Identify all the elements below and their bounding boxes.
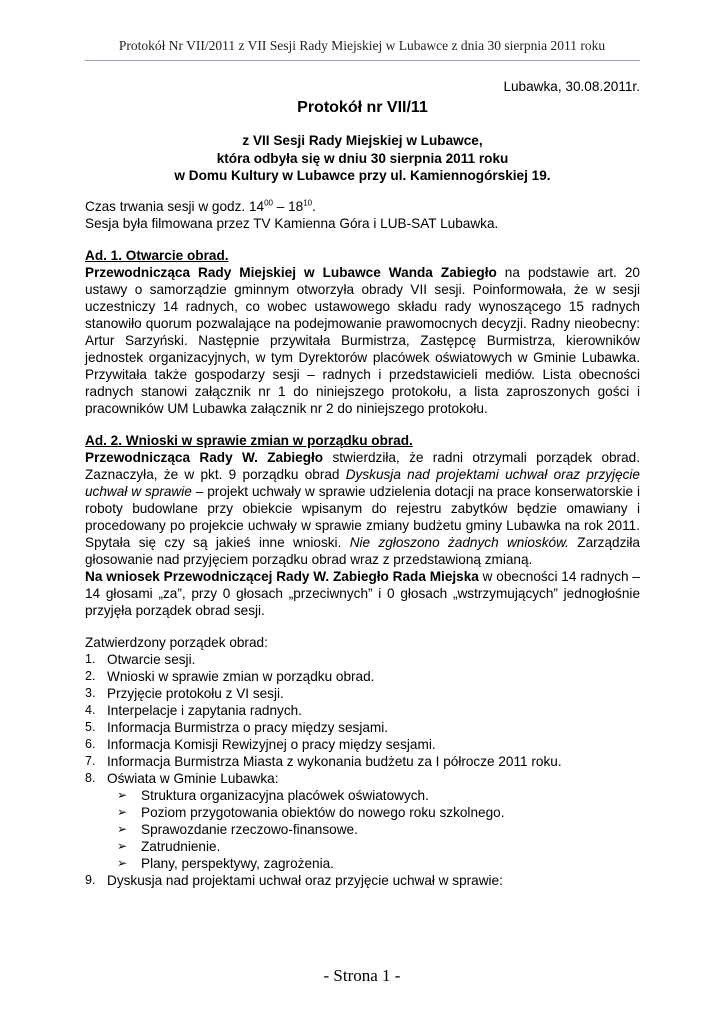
item-number: 5.: [85, 719, 96, 734]
list-item: [85, 685, 640, 702]
item-text: Oświata w Gminie Lubawka:: [107, 770, 279, 786]
section-title: Ad. 1. Otwarcie obrad.: [85, 247, 229, 263]
item-number: 8.: [85, 770, 96, 785]
list-item: [85, 872, 640, 889]
item-text: Wnioski w sprawie zmian w porządku obrad.: [107, 668, 375, 684]
list-item: [85, 770, 640, 872]
item-text: Przyjęcie protokołu z VI sesji.: [107, 685, 284, 701]
item-number: 6.: [85, 736, 96, 751]
duration-suffix: .: [312, 198, 316, 214]
end-hour: 18: [288, 198, 304, 214]
paragraph-text: w obecności 14 radnych – 14 głosami „za”, przy 0 głosach „przeciwnych” i 0 głosach „wstrzymujących” jednogłośnie przyjęła porządek obrad sesji.: [85, 568, 640, 618]
subitem-text: Struktura organizacyjna placówek oświatowych.: [141, 787, 429, 803]
agenda-intro: Zatwierdzony porządek obrad:: [85, 634, 268, 650]
end-minute: 10: [303, 197, 313, 207]
agenda-list: [85, 651, 640, 889]
chair-name: Przewodnicząca Rady W. Zabiegło: [85, 449, 324, 465]
header-divider: [85, 60, 640, 61]
list-item: [85, 719, 640, 736]
item-number: 4.: [85, 702, 96, 717]
sublist-item: [107, 821, 640, 838]
sublist-item: [107, 838, 640, 855]
subitem-text: Sprawozdanie rzeczowo-finansowe.: [141, 821, 358, 837]
sublist-item: [107, 787, 640, 804]
item-text: Interpelacje i zapytania radnych.: [107, 702, 302, 718]
arrow-bullet-icon: ➢: [117, 821, 128, 836]
resolution-paragraph: [85, 568, 640, 619]
duration-prefix: Czas trwania sesji w godz.: [85, 198, 249, 214]
item-number: 1.: [85, 651, 96, 666]
paragraph-text: Zarządziła głosowanie nad przyjęciem porządku obrad wraz z przedstawioną zmianą.: [85, 534, 640, 567]
item-text: Informacja Komisji Rewizyjnej o pracy między sesjami.: [107, 736, 436, 752]
paragraph-text: stwierdziła, że radni otrzymali porządek obrad. Zaznaczyła, że w pkt. 9 porządku obrad: [85, 449, 640, 482]
subitem-text: Poziom przygotowania obiektów do nowego roku szkolnego.: [141, 804, 505, 820]
subtitle-line: w Domu Kultury w Lubawce przy ul. Kamiennogórskiej 19.: [174, 168, 551, 183]
paragraph-text: na podstawie art. 20 ustawy o samorządzie gminnym otworzyła obrady VII sesji. Poinformowała, że w sesji uczestniczy 14 radnych, co wobec ustawowego składu rady wynoszącego 15 radnych stanowiło quorum pozwalające na podejmowanie prawomocnych decyzji. Radny nieobecny: Artur Sarzyński. Następnie przywitała Burmistrza, Zastępcę Burmistrza, kierowników jednostek organizacyjnych, w tym Dyrektorów placówek oświatowych w Gminie Lubawka. Przywitała także gospodarzy sesji – radnych i przedstawicieli mediów. Lista obecności radnych stanowi załącznik nr 1 do niniejszego protokołu, a lista zaproszonych gości i pracowników UM Lubawka załącznik nr 2 do niniejszego protokołu.: [85, 264, 640, 416]
section-ad1: [85, 247, 640, 417]
sublist-item: [107, 855, 640, 872]
item-number: 9.: [85, 872, 96, 887]
session-filmed-note: Sesja była filmowana przez TV Kamienna Góra i LUB-SAT Lubawka.: [85, 215, 499, 231]
item-number: 3.: [85, 685, 96, 700]
arrow-bullet-icon: ➢: [117, 838, 128, 853]
item-text: Informacja Burmistrza o pracy między sesjami.: [107, 719, 389, 735]
list-item: [85, 651, 640, 668]
arrow-bullet-icon: ➢: [117, 855, 128, 870]
document-title: Protokół nr VII/11: [297, 99, 428, 116]
item-text: Dyskusja nad projektami uchwał oraz przyjęcie uchwał w sprawie:: [107, 872, 503, 888]
list-item: [85, 702, 640, 719]
italic-text: Dyskusja nad projektami uchwał oraz przyjęcie uchwał w sprawie: [85, 466, 640, 499]
session-meta: [85, 198, 640, 232]
list-item: [85, 668, 640, 685]
page-number: - Strona 1 -: [323, 966, 401, 985]
agenda-sublist: [107, 787, 640, 872]
subitem-text: Plany, perspektywy, zagrożenia.: [141, 855, 334, 871]
place-date: Lubawka, 30.08.2011r.: [503, 79, 640, 94]
document-subtitle: [85, 132, 640, 185]
item-number: 7.: [85, 753, 96, 768]
subtitle-line: z VII Sesji Rady Miejskiej w Lubawce,: [242, 133, 483, 148]
subitem-text: Zatrudnienie.: [141, 838, 221, 854]
start-hour: 14: [248, 198, 265, 214]
item-text: Otwarcie sesji.: [107, 651, 196, 667]
item-text: Informacja Burmistrza Miasta z wykonania budżetu za I półrocze 2011 roku.: [107, 753, 562, 769]
item-number: 2.: [85, 668, 96, 683]
section-ad2: [85, 432, 640, 619]
arrow-bullet-icon: ➢: [117, 787, 128, 802]
italic-text: Nie zgłoszono żadnych wniosków.: [349, 534, 569, 550]
arrow-bullet-icon: ➢: [117, 804, 128, 819]
document-body: [85, 72, 640, 889]
chair-name: Przewodnicząca Rady Miejskiej w Lubawce Wanda Zabiegło: [85, 264, 497, 280]
section-paragraph: [85, 449, 640, 568]
sublist-item: [107, 804, 640, 821]
duration-separator: –: [272, 198, 289, 214]
section-paragraph: [85, 264, 640, 417]
paragraph-text: – projekt uchwały w sprawie udzielenia dotacji na prace konserwatorskie i roboty budowlane przy obiekcie wpisanym do rejestru zabytków będzie omawiany i procedowany po projekcie uchwały w sprawie zmiany budżetu gminy Lubawka na rok 2011. Spytała się czy są jakieś inne wnioski.: [85, 483, 640, 550]
list-item: [85, 753, 640, 770]
list-item: [85, 736, 640, 753]
session-duration: [85, 198, 640, 215]
agenda: [85, 634, 640, 889]
section-title: Ad. 2. Wnioski w sprawie zmian w porządku obrad.: [85, 432, 413, 448]
resolution-lead: Na wniosek Przewodniczącej Rady W. Zabiegło Rada Miejska: [85, 568, 479, 584]
subtitle-line: która odbyła się w dniu 30 sierpnia 2011 roku: [216, 150, 509, 166]
running-header: Protokół Nr VII/2011 z VII Sesji Rady Miejskiej w Lubawce z dnia 30 sierpnia 2011 roku: [118, 38, 606, 53]
start-minute: 00: [264, 197, 273, 207]
